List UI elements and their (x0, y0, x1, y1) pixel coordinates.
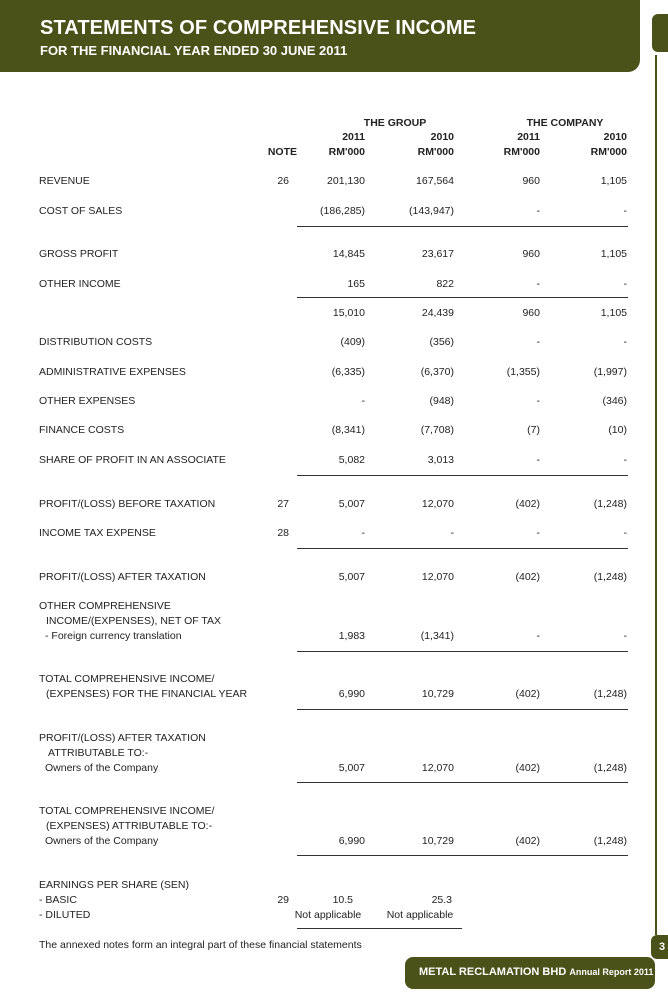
group-header: THE GROUP (363, 117, 427, 129)
value-company-2010: (1,248) (593, 835, 627, 847)
value-diluted-2011: Not applicable (294, 909, 362, 921)
divider (297, 855, 628, 856)
value-company-2011: - (536, 205, 540, 217)
group-2011-year: 2011 (342, 131, 365, 143)
value-company-2010: 1,105 (600, 307, 627, 319)
value-group-2011: 1,983 (338, 630, 365, 642)
value-company-2010: 1,105 (600, 175, 627, 187)
value-company-2010: (1,248) (593, 762, 627, 774)
value-group-2011: 5,007 (338, 571, 365, 583)
footer-company: METAL RECLAMATION BHD (419, 966, 567, 978)
value-company-2010: - (623, 527, 627, 539)
value-group-2011: 6,990 (338, 688, 365, 700)
page-subtitle: FOR THE FINANCIAL YEAR ENDED 30 JUNE 2011 (40, 43, 348, 58)
value-company-2011: (7) (527, 424, 540, 436)
value-company-2010: 1,105 (600, 248, 627, 260)
group-2010-unit: RM'000 (417, 146, 454, 158)
row-label: REVENUE (39, 175, 90, 187)
value-company-2011: (402) (515, 571, 540, 583)
company-2011-year: 2011 (517, 131, 540, 143)
page-header (0, 0, 640, 72)
divider (297, 782, 628, 783)
row-label: - BASIC (39, 894, 77, 906)
row-label: (EXPENSES) FOR THE FINANCIAL YEAR (46, 688, 248, 700)
row-label: INCOME TAX EXPENSE (39, 527, 156, 539)
value-group-2011: 6,990 (338, 835, 365, 847)
value-company-2011: - (536, 630, 540, 642)
group-2010-year: 2010 (430, 131, 454, 143)
row-note: 26 (277, 175, 289, 187)
value-company-2011: - (536, 527, 540, 539)
page-number: 3 (651, 935, 668, 959)
value-group-2011: 165 (347, 278, 365, 290)
row-label: COST OF SALES (39, 205, 123, 217)
divider (297, 651, 628, 652)
value-company-2010: (346) (602, 395, 627, 407)
value-group-2011: 5,007 (338, 498, 365, 510)
divider (297, 297, 628, 298)
divider (297, 226, 628, 227)
row-label: - Foreign currency translation (45, 630, 182, 642)
row-note: 29 (277, 894, 289, 906)
value-group-2011: (8,341) (331, 424, 365, 436)
value-company-2010: (10) (608, 424, 627, 436)
value-diluted-2010: Not applicable (386, 909, 454, 921)
value-group-2010: 12,070 (421, 571, 454, 583)
row-note: 28 (277, 527, 289, 539)
side-rule (655, 55, 657, 935)
company-2010-year: 2010 (603, 131, 627, 143)
value-company-2011: 960 (522, 248, 540, 260)
row-label: PROFIT/(LOSS) AFTER TAXATION (39, 571, 206, 583)
divider (297, 928, 462, 929)
note-header: NOTE (267, 146, 297, 158)
row-label: OTHER COMPREHENSIVE (39, 600, 171, 612)
value-company-2011: (402) (515, 688, 540, 700)
footer-report: Annual Report 2011 (569, 967, 654, 977)
value-group-2011: (6,335) (331, 366, 365, 378)
value-group-2010: 24,439 (421, 307, 454, 319)
value-company-2011: (402) (515, 835, 540, 847)
value-group-2011: 14,845 (332, 248, 365, 260)
value-company-2010: - (623, 205, 627, 217)
row-label: TOTAL COMPREHENSIVE INCOME/ (39, 805, 215, 817)
value-group-2010: (143,947) (409, 205, 454, 217)
row-label: INCOME/(EXPENSES), NET OF TAX (46, 615, 222, 627)
value-group-2010: 3,013 (427, 454, 454, 466)
value-company-2011: - (536, 336, 540, 348)
value-group-2011: (409) (340, 336, 365, 348)
value-company-2010: - (623, 630, 627, 642)
value-company-2011: (1,355) (506, 366, 540, 378)
row-label: (EXPENSES) ATTRIBUTABLE TO:- (46, 820, 213, 832)
value-company-2011: - (536, 454, 540, 466)
value-company-2010: - (623, 278, 627, 290)
value-group-2010: (1,341) (420, 630, 454, 642)
value-group-2011: 5,007 (338, 762, 365, 774)
row-label: Owners of the Company (45, 835, 159, 847)
value-company-2010: (1,997) (593, 366, 627, 378)
value-company-2010: (1,248) (593, 571, 627, 583)
side-tab (652, 14, 668, 52)
row-label: SHARE OF PROFIT IN AN ASSOCIATE (39, 454, 226, 466)
value-group-2010: (948) (429, 395, 454, 407)
value-group-2010: 12,070 (421, 498, 454, 510)
row-label: DISTRIBUTION COSTS (39, 336, 153, 348)
value-group-2011: (186,285) (320, 205, 365, 217)
value-group-2010: 822 (436, 278, 454, 290)
row-label: PROFIT/(LOSS) BEFORE TAXATION (39, 498, 216, 510)
value-company-2011: - (536, 395, 540, 407)
value-group-2010: - (450, 527, 454, 539)
row-label: TOTAL COMPREHENSIVE INCOME/ (39, 673, 215, 685)
row-label: GROSS PROFIT (39, 248, 119, 260)
company-2010-unit: RM'000 (590, 146, 627, 158)
value-group-2011: 201,130 (327, 175, 365, 187)
value-company-2010: (1,248) (593, 688, 627, 700)
page-title: STATEMENTS OF COMPREHENSIVE INCOME (40, 17, 477, 39)
row-label: OTHER EXPENSES (39, 395, 136, 407)
value-group-2010: (7,708) (420, 424, 454, 436)
value-group-2010: 10,729 (421, 835, 454, 847)
footnote: The annexed notes form an integral part of these financial statements (39, 939, 362, 951)
value-group-2011: - (361, 527, 365, 539)
row-label: FINANCE COSTS (39, 424, 125, 436)
divider (297, 475, 628, 476)
value-company-2011: 960 (522, 307, 540, 319)
group-2011-unit: RM'000 (328, 146, 365, 158)
value-group-2010: 12,070 (421, 762, 454, 774)
row-label: EARNINGS PER SHARE (SEN) (39, 879, 189, 891)
row-label: ATTRIBUTABLE TO:- (48, 747, 149, 759)
value-basic-2011: 10.5 (332, 894, 353, 906)
value-company-2011: (402) (515, 498, 540, 510)
value-company-2011: (402) (515, 762, 540, 774)
value-group-2010: 23,617 (421, 248, 454, 260)
value-group-2011: 5,082 (338, 454, 365, 466)
value-group-2010: 167,564 (416, 175, 454, 187)
row-label: ADMINISTRATIVE EXPENSES (39, 366, 186, 378)
value-company-2010: - (623, 454, 627, 466)
value-group-2010: (6,370) (420, 366, 454, 378)
value-company-2010: (1,248) (593, 498, 627, 510)
row-label: PROFIT/(LOSS) AFTER TAXATION (39, 732, 206, 744)
row-note: 27 (277, 498, 289, 510)
row-label: Owners of the Company (45, 762, 159, 774)
divider (297, 709, 628, 710)
value-group-2010: 10,729 (421, 688, 454, 700)
company-header: THE COMPANY (526, 117, 604, 129)
value-company-2011: 960 (522, 175, 540, 187)
row-label: - DILUTED (39, 909, 91, 921)
divider (297, 548, 628, 549)
value-basic-2010: 25.3 (431, 894, 452, 906)
value-group-2010: (356) (429, 336, 454, 348)
value-group-2011: 15,010 (332, 307, 365, 319)
row-label: OTHER INCOME (39, 278, 121, 290)
value-company-2010: - (623, 336, 627, 348)
value-company-2011: - (536, 278, 540, 290)
footer-banner (405, 957, 655, 989)
value-group-2011: - (361, 395, 365, 407)
company-2011-unit: RM'000 (503, 146, 540, 158)
